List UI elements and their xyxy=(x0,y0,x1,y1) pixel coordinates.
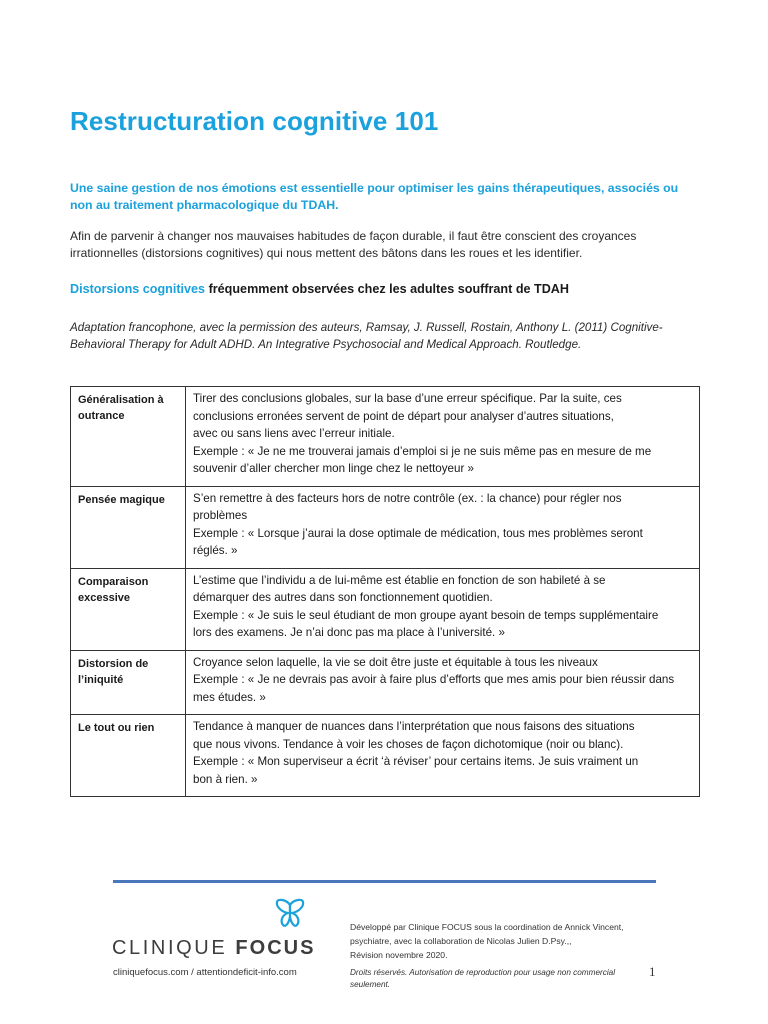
description-line: avec ou sans liens avec l’erreur initiale. xyxy=(193,427,395,440)
description-line: réglés. » xyxy=(193,544,238,557)
reference-citation: Adaptation francophone, avec la permission des auteurs, Ramsay, J. Russell, Rostain, Anthony L. (2011) Cognitive-Behavioral Therapy for Adult ADHD. An Integrative Psychosocial and Medical Approach. Routledge. xyxy=(70,321,663,351)
footer-credits xyxy=(350,920,640,962)
distortions-table xyxy=(70,386,700,797)
description-line: souvenir d’aller chercher mon linge chez le nettoyeur » xyxy=(193,462,474,475)
lead-paragraph: Une saine gestion de nos émotions est essentielle pour optimiser les gains thérapeutiques, associés ou non au traitement pharmacologique du TDAH. xyxy=(70,181,679,212)
distortions-table-body xyxy=(71,387,700,797)
description-line: Croyance selon laquelle, la vie se doit être juste et équitable à tous les niveaux xyxy=(193,655,598,669)
table-row xyxy=(71,568,700,650)
page-title: Restructuration cognitive 101 xyxy=(70,106,439,136)
distortion-term: Généralisation à outrance xyxy=(71,387,186,487)
page-number: 1 xyxy=(649,964,656,979)
description-line: Tendance à manquer de nuances dans l’interprétation que nous faisons des situations xyxy=(193,720,635,733)
section-subtitle xyxy=(70,282,569,296)
description-line: Exemple : « Mon superviseur a écrit ‘à réviser’ pour certains items. Je suis vraiment un xyxy=(193,755,639,768)
description-line: démarquer des autres dans son fonctionnement quotidien. xyxy=(193,591,493,604)
description-line: bon à rien. » xyxy=(193,772,258,786)
distortion-description xyxy=(186,715,700,797)
description-line: Tirer des conclusions globales, sur la base d’une erreur spécifique. Par la suite, ces xyxy=(193,392,622,405)
footer-links[interactable]: cliniquefocus.com / attentiondeficit-info.com xyxy=(113,967,297,978)
table-row xyxy=(71,387,700,487)
subtitle-accent: Distorsions cognitives xyxy=(70,282,206,296)
table-row xyxy=(71,715,700,797)
table-row xyxy=(71,486,700,568)
distortion-description xyxy=(186,650,700,715)
description-line: mes études. » xyxy=(193,690,266,704)
credits-line: Développé par Clinique FOCUS sous la coordination de Annick Vincent, xyxy=(350,922,624,932)
table-row xyxy=(71,650,700,715)
distortion-description xyxy=(186,387,700,487)
description-line: Exemple : « Je suis le seul étudiant de mon groupe ayant besoin de temps supplémentaire xyxy=(193,608,659,622)
distortion-term: Distorsion de l’iniquité xyxy=(71,650,186,715)
distortion-description xyxy=(186,486,700,568)
distortion-description xyxy=(186,568,700,650)
description-line: lors des examens. Je n’ai donc pas ma place à l’université. » xyxy=(193,626,505,639)
intro-paragraph: Afin de parvenir à changer nos mauvaises habitudes de façon durable, il faut être conscient des croyances irrationnelles (distorsions cognitives) qui nous mettent des bâtons dans les roues et les identifier. xyxy=(70,229,637,260)
brand-bold: FOCUS xyxy=(235,937,316,959)
distortion-term: Le tout ou rien xyxy=(71,715,186,797)
description-line: conclusions erronées servent de point de départ pour analyser d’autres situations, xyxy=(193,409,614,423)
description-line: problèmes xyxy=(193,509,248,522)
subtitle-rest: fréquemment observées chez les adultes souffrant de TDAH xyxy=(205,282,569,296)
footer-divider xyxy=(113,880,656,883)
rights-notice: Droits réservés. Autorisation de reproduction pour usage non commercial seulement. xyxy=(350,968,616,989)
description-line: que nous vivons. Tendance à voir les choses de façon dichotomique (noir ou blanc). xyxy=(193,737,624,751)
brand-light: CLINIQUE xyxy=(112,937,236,959)
description-line: S’en remettre à des facteurs hors de notre contrôle (ex. : la chance) pour régler nos xyxy=(193,491,622,505)
distortion-term: Comparaison excessive xyxy=(71,568,186,650)
credits-line: Révision novembre 2020. xyxy=(350,950,448,960)
description-line: Exemple : « Je ne me trouverai jamais d’emploi si je ne suis même pas en mesure de me xyxy=(193,444,652,458)
clinic-brand xyxy=(112,937,315,960)
description-line: Exemple : « Je ne devrais pas avoir à faire plus d’efforts que mes amis pour bien réussir dans xyxy=(193,673,675,686)
description-line: Exemple : « Lorsque j’aurai la dose optimale de médication, tous mes problèmes seront xyxy=(193,526,643,540)
distortion-term: Pensée magique xyxy=(71,486,186,568)
description-line: L’estime que l’individu a de lui-même est établie en fonction de son habileté à se xyxy=(193,573,606,587)
credits-line: psychiatre, avec la collaboration de Nicolas Julien D.Psy.,, xyxy=(350,936,572,946)
butterfly-icon xyxy=(273,897,307,931)
